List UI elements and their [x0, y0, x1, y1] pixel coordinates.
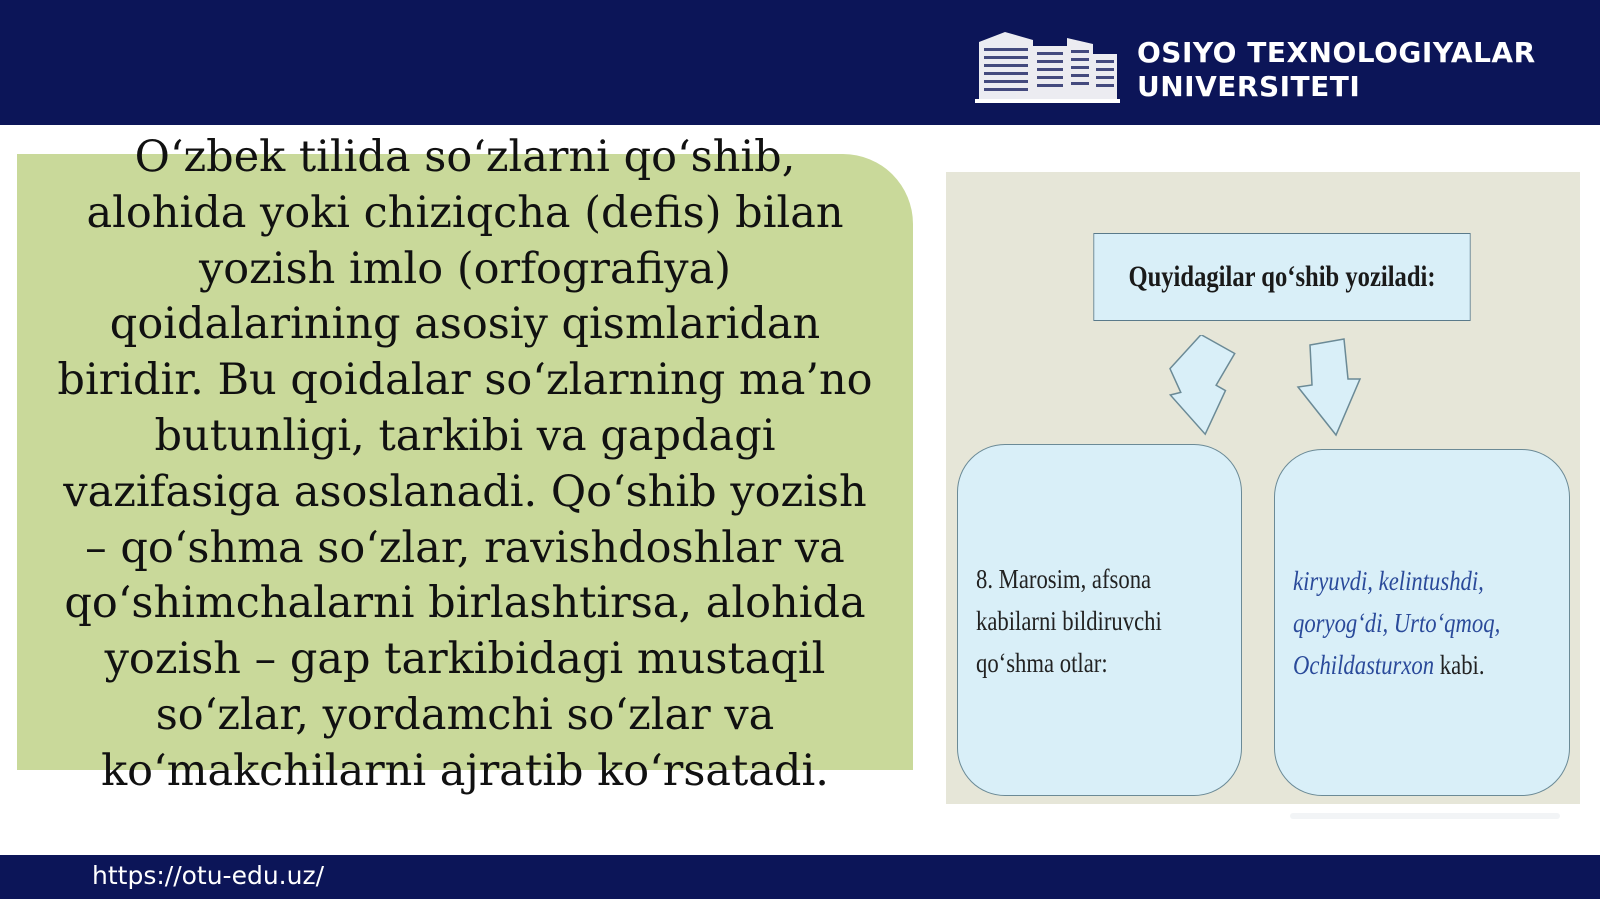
left-box-line: 8. Marosim, afsona — [976, 564, 1152, 594]
paragraph-line: alohida yoki chiziqcha (defis) bilan — [86, 187, 844, 238]
diagram-title-box — [1093, 233, 1470, 321]
right-box-suffix: kabi. — [1434, 650, 1485, 680]
diagram-left-box — [957, 444, 1242, 796]
university-name-line2: UNIVERSITETI — [1137, 70, 1361, 103]
university-building-icon — [975, 28, 1120, 104]
paragraph-line: – qo‘shma so‘zlar, ravishdoshlar va — [85, 522, 845, 573]
left-box-line: kabilarni bildiruvchi — [976, 606, 1162, 636]
university-name — [1137, 36, 1536, 104]
right-box-example: Ochildasturxon — [1293, 650, 1435, 680]
paragraph-line: vazifasiga asoslanadi. Qo‘shib yozish — [63, 466, 867, 517]
university-logo — [975, 28, 1575, 108]
paragraph-line: qo‘shimchalarni birlashtirsa, alohida — [64, 578, 866, 629]
website-url[interactable]: https://otu-edu.uz/ — [92, 861, 325, 890]
diagram-shadow — [1290, 813, 1560, 819]
right-box-line: kiryuvdi, kelintushdi, — [1293, 566, 1484, 596]
right-box-text — [1293, 560, 1500, 686]
main-paragraph — [17, 130, 913, 800]
paragraph-line: O‘zbek tilida so‘zlarni qo‘shib, — [134, 132, 796, 182]
diagram-title: Quyidagilar qo‘shib yoziladi: — [1128, 260, 1436, 293]
header-bar — [0, 0, 1600, 125]
down-arrow-icon — [1298, 339, 1360, 435]
footer-bar — [0, 855, 1600, 899]
paragraph-line: butunligi, tarkibi va gapdagi — [154, 410, 776, 461]
right-box-line: qoryog‘di, Urto‘qmoq, — [1293, 608, 1501, 638]
paragraph-line: so‘zlar, yordamchi so‘zlar va — [155, 689, 775, 740]
down-arrow-icon — [1162, 335, 1237, 437]
right-box-line — [1293, 644, 1500, 686]
paragraph-line: yozish – gap tarkibidagi mustaqil — [104, 634, 826, 685]
diagram-arrows — [1160, 335, 1400, 445]
left-box-text — [976, 558, 1162, 684]
paragraph-line: yozish imlo (orfografiya) — [199, 243, 731, 294]
left-box-line: qo‘shma otlar: — [976, 648, 1108, 678]
paragraph-line: ko‘makchilarni ajratib ko‘rsatadi. — [101, 745, 829, 796]
diagram-right-box — [1274, 449, 1570, 796]
university-name-line1: OSIYO TEXNOLOGIYALAR — [1137, 36, 1536, 69]
paragraph-line: qoidalarining asosiy qismlaridan — [109, 299, 821, 350]
paragraph-line: biridir. Bu qoidalar so‘zlarning ma’no — [57, 355, 873, 406]
